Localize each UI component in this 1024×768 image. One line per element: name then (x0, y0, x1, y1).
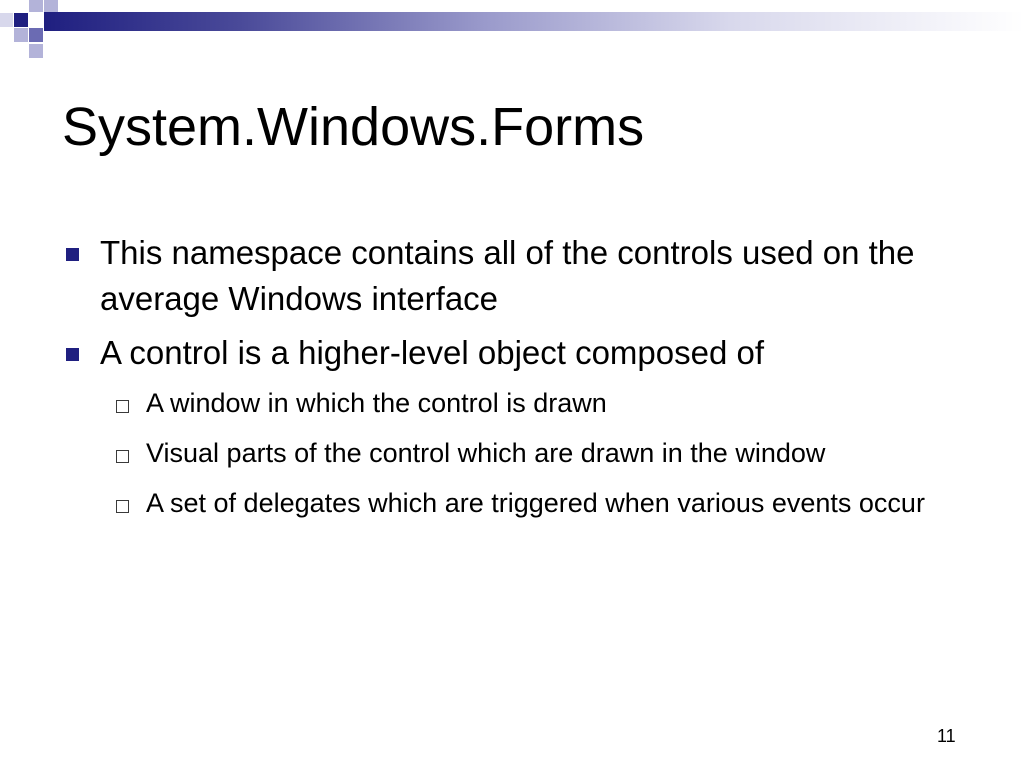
sub-bullet-item (0, 384, 1024, 423)
decor-square-dark (14, 13, 28, 27)
hollow-square-bullet-icon (116, 450, 129, 463)
decor-square-light (0, 13, 13, 27)
bullet-item (0, 330, 1024, 376)
hollow-square-bullet-icon (116, 400, 129, 413)
sub-bullet-item (0, 484, 1024, 523)
sub-bullet-text: A window in which the control is drawn (146, 388, 607, 418)
filled-square-bullet-icon (66, 248, 79, 261)
bullet-text: A control is a higher-level object composed of (100, 334, 765, 371)
page-number: 11 (937, 726, 956, 746)
sub-bullet-text: A set of delegates which are triggered when various events occur (146, 488, 925, 518)
decor-square-mid (29, 28, 43, 42)
bullet-text: This namespace contains all of the controls used on the average Windows interface (100, 234, 915, 317)
decor-square-light (14, 28, 28, 42)
filled-square-bullet-icon (66, 348, 79, 361)
sub-bullet-item (0, 434, 1024, 473)
slide-body (0, 230, 1024, 534)
slide-title: System.Windows.Forms (62, 97, 645, 157)
decor-square-light (44, 0, 58, 12)
bullet-item (0, 230, 1024, 322)
hollow-square-bullet-icon (116, 500, 129, 513)
decor-square-light (29, 0, 43, 12)
sub-bullet-text: Visual parts of the control which are drawn in the window (146, 438, 826, 468)
decor-square-light (29, 44, 43, 58)
header-gradient-bar (44, 12, 1024, 31)
